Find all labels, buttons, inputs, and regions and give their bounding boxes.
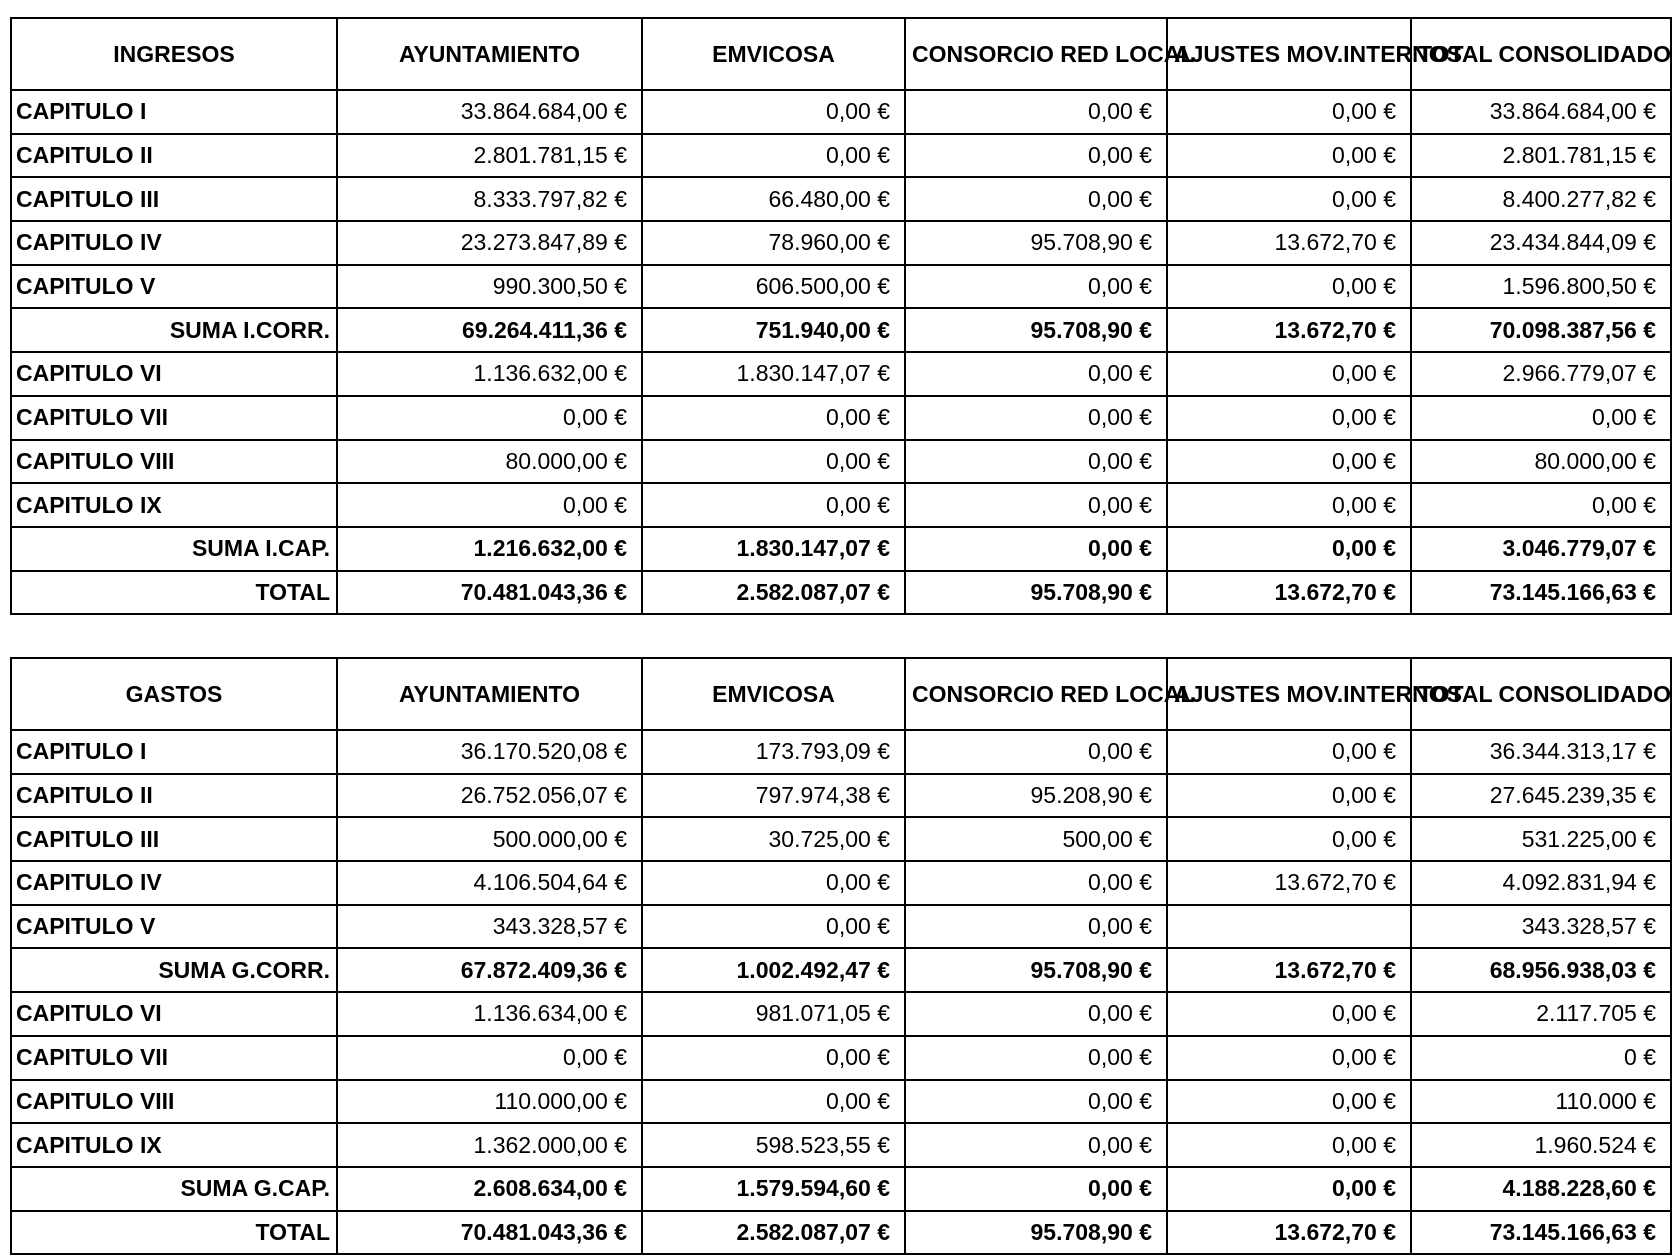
gastos-value-cell: 0,00 € — [905, 905, 1167, 949]
gastos-value-cell: 2.582.087,07 € — [642, 1211, 905, 1255]
gastos-value-cell: 95.208,90 € — [905, 774, 1167, 818]
gastos-value-cell: 343.328,57 € — [1411, 905, 1671, 949]
gastos-row-label: CAPITULO VIII — [11, 1080, 337, 1124]
gastos-value-cell: 4.092.831,94 € — [1411, 861, 1671, 905]
ingresos-value-cell: 0,00 € — [1167, 352, 1411, 396]
ingresos-value-cell: 0,00 € — [905, 177, 1167, 221]
gastos-header-cell: CONSORCIO RED LOCAL — [905, 658, 1167, 730]
ingresos-value-cell: 0,00 € — [642, 483, 905, 527]
ingresos-value-cell: 0,00 € — [1167, 396, 1411, 440]
gastos-sum-row — [11, 948, 1671, 992]
gastos-value-cell: 0,00 € — [1167, 992, 1411, 1036]
ingresos-row — [11, 265, 1671, 309]
ingresos-value-cell: 0,00 € — [1411, 396, 1671, 440]
ingresos-header-cell: INGRESOS — [11, 18, 337, 90]
gastos-value-cell: 0,00 € — [905, 1123, 1167, 1167]
ingresos-value-cell: 95.708,90 € — [905, 221, 1167, 265]
gastos-value-cell: 981.071,05 € — [642, 992, 905, 1036]
gastos-row-label: CAPITULO II — [11, 774, 337, 818]
gastos-header-cell: TOTAL CONSOLIDADO — [1411, 658, 1671, 730]
gastos-value-cell: 531.225,00 € — [1411, 817, 1671, 861]
gastos-value-cell: 500.000,00 € — [337, 817, 642, 861]
ingresos-value-cell: 0,00 € — [905, 352, 1167, 396]
gastos-value-cell: 0,00 € — [905, 861, 1167, 905]
gastos-value-cell: 500,00 € — [905, 817, 1167, 861]
ingresos-value-cell: 0,00 € — [642, 134, 905, 178]
gastos-value-cell: 0,00 € — [905, 992, 1167, 1036]
gastos-row-label: CAPITULO III — [11, 817, 337, 861]
gastos-value-cell: 95.708,90 € — [905, 948, 1167, 992]
gastos-row-label: CAPITULO VII — [11, 1036, 337, 1080]
ingresos-value-cell: 95.708,90 € — [905, 571, 1167, 615]
ingresos-header-row — [11, 18, 1671, 90]
ingresos-row — [11, 352, 1671, 396]
gastos-value-cell: 26.752.056,07 € — [337, 774, 642, 818]
gastos-value-cell: 0,00 € — [1167, 817, 1411, 861]
ingresos-value-cell: 13.672,70 € — [1167, 571, 1411, 615]
gastos-value-cell: 2.608.634,00 € — [337, 1167, 642, 1211]
ingresos-row-label: SUMA I.CORR. — [11, 308, 337, 352]
gastos-value-cell: 0,00 € — [905, 730, 1167, 774]
ingresos-value-cell: 0,00 € — [1167, 483, 1411, 527]
ingresos-row-label: CAPITULO I — [11, 90, 337, 134]
gastos-row-label: SUMA G.CAP. — [11, 1167, 337, 1211]
gastos-header-cell: EMVICOSA — [642, 658, 905, 730]
gastos-value-cell: 1.136.634,00 € — [337, 992, 642, 1036]
ingresos-value-cell: 1.596.800,50 € — [1411, 265, 1671, 309]
ingresos-value-cell: 33.864.684,00 € — [1411, 90, 1671, 134]
gastos-value-cell — [1167, 905, 1411, 949]
ingresos-sum-row — [11, 308, 1671, 352]
ingresos-value-cell: 70.481.043,36 € — [337, 571, 642, 615]
ingresos-value-cell: 0,00 € — [905, 483, 1167, 527]
gastos-row — [11, 1036, 1671, 1080]
ingresos-row — [11, 221, 1671, 265]
ingresos-value-cell: 0,00 € — [1167, 134, 1411, 178]
ingresos-value-cell: 95.708,90 € — [905, 308, 1167, 352]
gastos-value-cell: 95.708,90 € — [905, 1211, 1167, 1255]
ingresos-row-label: CAPITULO III — [11, 177, 337, 221]
ingresos-value-cell: 66.480,00 € — [642, 177, 905, 221]
gastos-value-cell: 13.672,70 € — [1167, 861, 1411, 905]
ingresos-row-label: CAPITULO VIII — [11, 440, 337, 484]
ingresos-value-cell: 80.000,00 € — [337, 440, 642, 484]
gastos-value-cell: 1.960.524 € — [1411, 1123, 1671, 1167]
gastos-value-cell: 797.974,38 € — [642, 774, 905, 818]
ingresos-row — [11, 396, 1671, 440]
ingresos-value-cell: 1.136.632,00 € — [337, 352, 642, 396]
ingresos-value-cell: 8.400.277,82 € — [1411, 177, 1671, 221]
ingresos-value-cell: 0,00 € — [905, 527, 1167, 571]
gastos-value-cell: 0,00 € — [905, 1080, 1167, 1124]
ingresos-row — [11, 134, 1671, 178]
ingresos-header-cell: AJUSTES MOV.INTERNOS — [1167, 18, 1411, 90]
ingresos-row-label: CAPITULO V — [11, 265, 337, 309]
ingresos-value-cell: 2.801.781,15 € — [1411, 134, 1671, 178]
gastos-row-label: CAPITULO IV — [11, 861, 337, 905]
gastos-value-cell: 30.725,00 € — [642, 817, 905, 861]
gastos-row — [11, 992, 1671, 1036]
gastos-row-label: CAPITULO I — [11, 730, 337, 774]
ingresos-value-cell: 0,00 € — [905, 134, 1167, 178]
gastos-value-cell: 0,00 € — [1167, 730, 1411, 774]
gastos-value-cell: 598.523,55 € — [642, 1123, 905, 1167]
ingresos-row-label: CAPITULO II — [11, 134, 337, 178]
gastos-value-cell: 0,00 € — [642, 905, 905, 949]
ingresos-value-cell: 2.966.779,07 € — [1411, 352, 1671, 396]
ingresos-row-label: CAPITULO VI — [11, 352, 337, 396]
gastos-row — [11, 905, 1671, 949]
ingresos-value-cell: 0,00 € — [642, 396, 905, 440]
ingresos-value-cell: 0,00 € — [1167, 265, 1411, 309]
ingresos-header-cell: CONSORCIO RED LOCAL — [905, 18, 1167, 90]
gastos-value-cell: 68.956.938,03 € — [1411, 948, 1671, 992]
ingresos-value-cell: 8.333.797,82 € — [337, 177, 642, 221]
gastos-value-cell: 0,00 € — [1167, 1167, 1411, 1211]
gastos-value-cell: 0 € — [1411, 1036, 1671, 1080]
gastos-value-cell: 36.344.313,17 € — [1411, 730, 1671, 774]
ingresos-row — [11, 90, 1671, 134]
gastos-value-cell: 0,00 € — [1167, 774, 1411, 818]
gastos-row-label: SUMA G.CORR. — [11, 948, 337, 992]
gastos-value-cell: 2.117.705 € — [1411, 992, 1671, 1036]
gastos-value-cell: 73.145.166,63 € — [1411, 1211, 1671, 1255]
ingresos-value-cell: 80.000,00 € — [1411, 440, 1671, 484]
ingresos-value-cell: 0,00 € — [905, 396, 1167, 440]
ingresos-value-cell: 33.864.684,00 € — [337, 90, 642, 134]
ingresos-value-cell: 69.264.411,36 € — [337, 308, 642, 352]
ingresos-row-label: CAPITULO VII — [11, 396, 337, 440]
gastos-row — [11, 861, 1671, 905]
gastos-row-label: CAPITULO IX — [11, 1123, 337, 1167]
gastos-value-cell: 0,00 € — [905, 1167, 1167, 1211]
ingresos-header-cell: EMVICOSA — [642, 18, 905, 90]
gastos-value-cell: 13.672,70 € — [1167, 948, 1411, 992]
gastos-body — [11, 730, 1671, 1254]
ingresos-row-label: SUMA I.CAP. — [11, 527, 337, 571]
ingresos-value-cell: 0,00 € — [1167, 440, 1411, 484]
ingresos-body — [11, 90, 1671, 614]
ingresos-header-cell: AYUNTAMIENTO — [337, 18, 642, 90]
gastos-row-label: TOTAL — [11, 1211, 337, 1255]
gastos-value-cell: 110.000,00 € — [337, 1080, 642, 1124]
gastos-table — [10, 657, 1672, 1255]
ingresos-value-cell: 0,00 € — [337, 483, 642, 527]
ingresos-value-cell: 0,00 € — [337, 396, 642, 440]
ingresos-value-cell: 78.960,00 € — [642, 221, 905, 265]
ingresos-value-cell: 0,00 € — [642, 90, 905, 134]
ingresos-value-cell: 70.098.387,56 € — [1411, 308, 1671, 352]
gastos-header-cell: AJUSTES MOV.INTERNOS — [1167, 658, 1411, 730]
ingresos-value-cell: 1.830.147,07 € — [642, 352, 905, 396]
ingresos-value-cell: 13.672,70 € — [1167, 221, 1411, 265]
gastos-value-cell: 1.362.000,00 € — [337, 1123, 642, 1167]
ingresos-table — [10, 17, 1672, 615]
gastos-value-cell: 0,00 € — [905, 1036, 1167, 1080]
ingresos-value-cell: 0,00 € — [905, 440, 1167, 484]
gastos-sum-row — [11, 1211, 1671, 1255]
gastos-value-cell: 4.106.504,64 € — [337, 861, 642, 905]
gastos-sum-row — [11, 1167, 1671, 1211]
ingresos-value-cell: 0,00 € — [1167, 177, 1411, 221]
gastos-value-cell: 0,00 € — [1167, 1036, 1411, 1080]
gastos-header-row — [11, 658, 1671, 730]
gastos-value-cell: 36.170.520,08 € — [337, 730, 642, 774]
gastos-value-cell: 0,00 € — [642, 861, 905, 905]
ingresos-value-cell: 0,00 € — [642, 440, 905, 484]
gastos-value-cell: 0,00 € — [1167, 1123, 1411, 1167]
ingresos-value-cell: 1.830.147,07 € — [642, 527, 905, 571]
ingresos-sum-row — [11, 527, 1671, 571]
ingresos-row-label: CAPITULO IX — [11, 483, 337, 527]
ingresos-value-cell: 3.046.779,07 € — [1411, 527, 1671, 571]
ingresos-value-cell: 0,00 € — [1167, 90, 1411, 134]
gastos-header-cell: AYUNTAMIENTO — [337, 658, 642, 730]
ingresos-value-cell: 73.145.166,63 € — [1411, 571, 1671, 615]
ingresos-value-cell: 0,00 € — [1167, 527, 1411, 571]
ingresos-value-cell: 1.216.632,00 € — [337, 527, 642, 571]
gastos-value-cell: 0,00 € — [642, 1036, 905, 1080]
ingresos-value-cell: 0,00 € — [905, 265, 1167, 309]
ingresos-value-cell: 606.500,00 € — [642, 265, 905, 309]
ingresos-value-cell: 2.801.781,15 € — [337, 134, 642, 178]
gastos-row — [11, 1123, 1671, 1167]
ingresos-value-cell: 13.672,70 € — [1167, 308, 1411, 352]
gastos-value-cell: 0,00 € — [642, 1080, 905, 1124]
gastos-value-cell: 4.188.228,60 € — [1411, 1167, 1671, 1211]
gastos-value-cell: 0,00 € — [337, 1036, 642, 1080]
gastos-row-label: CAPITULO VI — [11, 992, 337, 1036]
ingresos-row-label: CAPITULO IV — [11, 221, 337, 265]
ingresos-row — [11, 440, 1671, 484]
gastos-value-cell: 70.481.043,36 € — [337, 1211, 642, 1255]
gastos-value-cell: 67.872.409,36 € — [337, 948, 642, 992]
ingresos-value-cell: 0,00 € — [905, 90, 1167, 134]
ingresos-value-cell: 990.300,50 € — [337, 265, 642, 309]
gastos-row — [11, 1080, 1671, 1124]
ingresos-sum-row — [11, 571, 1671, 615]
gastos-value-cell: 13.672,70 € — [1167, 1211, 1411, 1255]
ingresos-value-cell: 751.940,00 € — [642, 308, 905, 352]
gastos-value-cell: 1.579.594,60 € — [642, 1167, 905, 1211]
ingresos-value-cell: 23.273.847,89 € — [337, 221, 642, 265]
gastos-value-cell: 27.645.239,35 € — [1411, 774, 1671, 818]
ingresos-row-label: TOTAL — [11, 571, 337, 615]
gastos-value-cell: 110.000 € — [1411, 1080, 1671, 1124]
gastos-row — [11, 774, 1671, 818]
ingresos-header-cell: TOTAL CONSOLIDADO — [1411, 18, 1671, 90]
ingresos-row — [11, 177, 1671, 221]
gastos-row — [11, 817, 1671, 861]
gastos-value-cell: 343.328,57 € — [337, 905, 642, 949]
ingresos-value-cell: 2.582.087,07 € — [642, 571, 905, 615]
gastos-row — [11, 730, 1671, 774]
ingresos-value-cell: 0,00 € — [1411, 483, 1671, 527]
gastos-value-cell: 173.793,09 € — [642, 730, 905, 774]
ingresos-value-cell: 23.434.844,09 € — [1411, 221, 1671, 265]
ingresos-row — [11, 483, 1671, 527]
gastos-row-label: CAPITULO V — [11, 905, 337, 949]
gastos-header-cell: GASTOS — [11, 658, 337, 730]
gastos-value-cell: 0,00 € — [1167, 1080, 1411, 1124]
gastos-value-cell: 1.002.492,47 € — [642, 948, 905, 992]
